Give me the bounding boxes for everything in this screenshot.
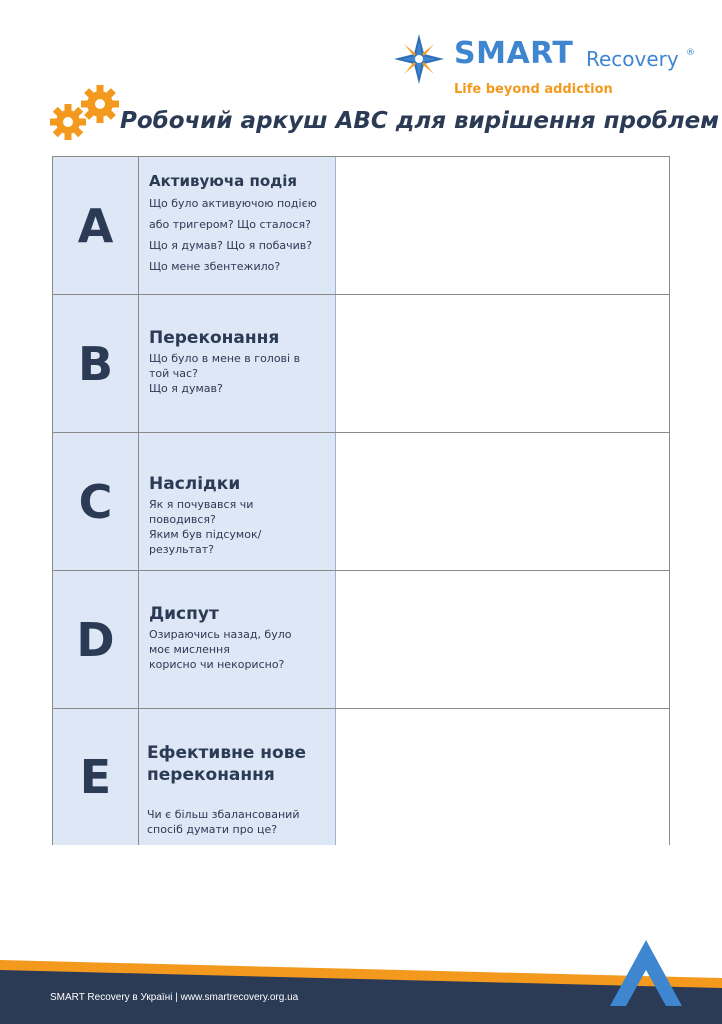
logo-brand-text: SMART <box>454 36 574 71</box>
row-d <box>53 571 669 709</box>
row-letter: D <box>76 612 115 667</box>
row-prompt: Що було активуючою подією або тригером? Що сталося? Що я думав? Що я побачив? Що мене збентежило? <box>149 197 317 273</box>
row-heading: Активуюча подія <box>149 172 298 190</box>
row-prompt: Як я почувався чи поводився? Яким був підсумок/ результат? <box>149 498 262 556</box>
row-letter: E <box>79 750 112 804</box>
row-prompt: Чи є більш збалансований спосіб думати про це? <box>147 808 300 836</box>
description-cell <box>139 571 336 708</box>
row-c <box>53 433 669 571</box>
description-cell <box>139 295 336 432</box>
footer-band <box>0 940 722 1024</box>
row-heading: Переконання <box>149 328 280 348</box>
description-cell <box>139 157 336 294</box>
smart-recovery-logo <box>392 32 702 100</box>
row-heading: Наслідки <box>149 474 241 494</box>
letter-cell <box>53 295 139 432</box>
row-letter: C <box>78 474 113 529</box>
row-prompt: Що було в мене в голові в той час? Що я думав? <box>149 352 301 395</box>
page-title: Робочий аркуш ABC для вирішення проблем <box>120 108 720 134</box>
row-letter: B <box>77 336 114 391</box>
description-cell <box>139 433 336 570</box>
row-letter: A <box>77 198 114 253</box>
letter-cell <box>53 433 139 570</box>
row-heading: Диспут <box>149 604 219 624</box>
answer-field-c[interactable] <box>336 433 669 570</box>
row-e <box>53 709 669 845</box>
letter-cell <box>53 571 139 708</box>
logo-product-text: Recovery <box>586 47 679 71</box>
answer-field-b[interactable] <box>336 295 669 432</box>
answer-field-e[interactable] <box>336 709 669 845</box>
gears-icon <box>50 82 124 142</box>
registered-mark: ® <box>686 48 695 58</box>
abc-worksheet-table <box>52 156 670 845</box>
footer-text: SMART Recovery в Україні | www.smartrecovery.org.ua <box>50 992 299 1003</box>
description-cell <box>139 709 336 845</box>
compass-star-icon <box>392 32 446 86</box>
row-a <box>53 157 669 295</box>
letter-cell <box>53 157 139 294</box>
row-prompt: Озираючись назад, було моє мислення корисно чи некорисно? <box>149 628 292 671</box>
row-heading: Ефективне нове переконання <box>147 743 306 785</box>
row-b <box>53 295 669 433</box>
letter-cell <box>53 709 139 845</box>
answer-field-a[interactable] <box>336 157 669 294</box>
logo-tagline: Life beyond addiction <box>454 82 613 97</box>
answer-field-d[interactable] <box>336 571 669 708</box>
